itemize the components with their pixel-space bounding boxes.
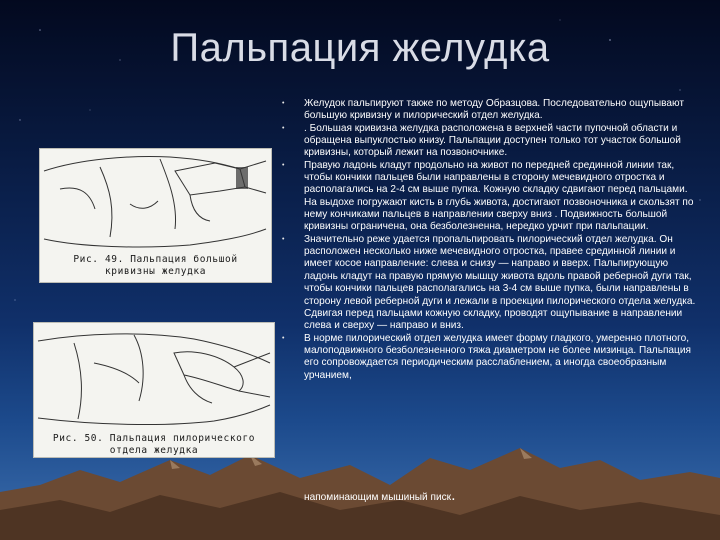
continuation-period: .: [451, 487, 456, 504]
bullet-text: Желудок пальпируют также по методу Образцова. Последовательно ощупывают большую кривизну и пилорический отдел желудка.: [304, 98, 684, 122]
continuation-text: напоминающим мышиный писк: [304, 492, 452, 503]
bullet-icon: •: [282, 161, 285, 169]
bullet-item: [276, 123, 702, 160]
bullet-continuation-text: [304, 487, 456, 505]
figure-caption: [34, 433, 274, 457]
caption-line: кривизны желудка: [104, 266, 207, 277]
bullet-item: [276, 333, 702, 382]
bullet-icon: •: [282, 334, 285, 342]
caption-line: отдела желудка: [109, 445, 199, 456]
bullet-text: Значительно реже удается пропальпировать пилорический отдел желудка. Он расположен несколько ниже мечевидного отростка, правее срединной линии и имеет косое направление: слева и снизу — направо и вверх. Пальпирующую ладонь кладут на правую прямую мышцу живота вдоль правой реберной дуги так, чтобы кончики пальцев располагались на 3-4 см выше пупка, были направлены в сторону левой реберной дуги и лежали в проекции пилорического отдела желудка. Сдвигая перед пальцами кожную складку, проводят ощупывание в направлении слева и сверху — направо и вниз.: [304, 233, 696, 332]
bullet-icon: •: [282, 124, 285, 132]
bullet-text: В норме пилорический отдел желудка имеет форму гладкого, умеренно плотного, малоподвижного безболезненного тяжа диаметром не более мизинца. Пальпация его сопровождается периодическим расслаблением, а иногда своеобразным урчанием,: [304, 332, 691, 381]
figure-caption: [40, 254, 271, 278]
bullet-icon: •: [282, 235, 285, 243]
slide-title: Пальпация желудка: [170, 26, 550, 70]
caption-line: Рис. 50. Пальпация пилорического: [52, 433, 256, 444]
bullet-icon: •: [282, 100, 285, 107]
bullet-text: . Большая кривизна желудка расположена в верхней части пупочной области и обращена выпуклостью книзу. Пальпации доступен только тот участок большой кривизны, который лежит на позвоночнике.: [304, 122, 681, 159]
bullet-item: [276, 234, 702, 333]
caption-line: Рис. 49. Пальпация большой: [73, 254, 238, 265]
figure-greater-curvature: [39, 148, 272, 283]
bullet-list: [276, 98, 702, 382]
bullet-item: [276, 160, 702, 234]
bullet-item: [276, 98, 702, 123]
figure-pyloric-part: [33, 322, 275, 458]
bullet-text: Правую ладонь кладут продольно на живот по передней срединной линии так, чтобы кончики пальцев были направлены в сторону мечевидного отростка и располагались на 2-4 см выше пупка. Кожную складку сдвигают перед пальцами. На выдохе погружают кисть в глубь живота, достигают позвоночника и скользят по нему кончиками пальцев в направлении сверху вниз . Подвижность большой кривизны ограничена, она безболезненна, нередко урчит при пальпации.: [304, 159, 694, 233]
